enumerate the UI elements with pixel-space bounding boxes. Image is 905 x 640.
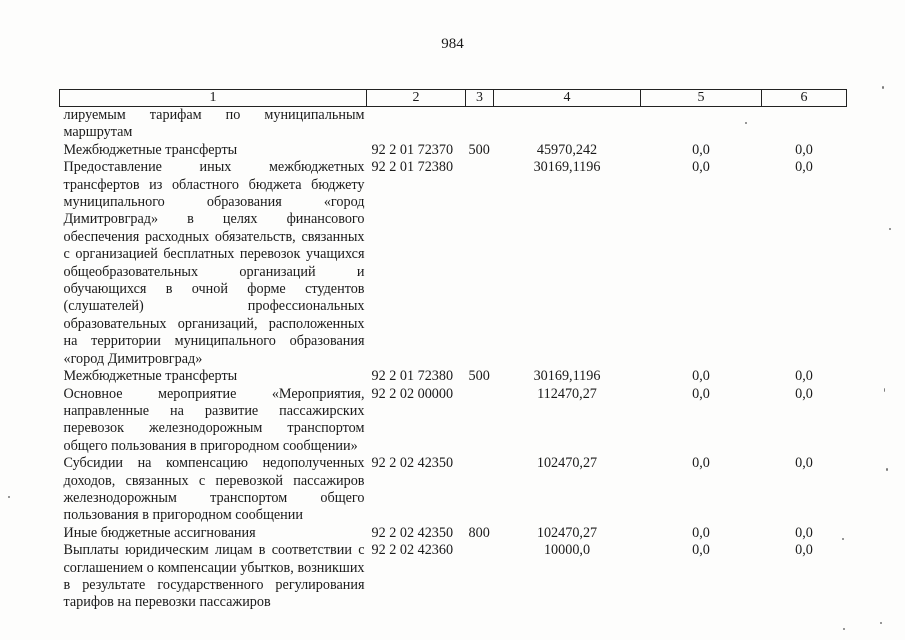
row-expense-type	[466, 107, 494, 142]
row-col6: 0,0	[795, 524, 813, 541]
row-description: Межбюджетные трансферты	[63, 141, 238, 158]
row-col6: 0,0	[795, 141, 813, 158]
row-col6: 0,0	[795, 368, 813, 385]
row-col5: 0,0	[692, 368, 710, 385]
row-description: Иные бюджетные ассигнования	[63, 524, 256, 541]
row-col5: 0,0	[692, 159, 710, 176]
row-description: лируемым тарифам по муниципальным маршрутам	[63, 107, 365, 141]
row-expense-type	[466, 159, 494, 368]
row-amount: 30169,1196	[533, 159, 601, 176]
row-col6: 0,0	[795, 542, 813, 559]
row-description: Межбюджетные трансферты	[63, 368, 238, 385]
row-description: Выплаты юридическим лицам в соответствии с соглашением о компенсации убытков, возникших в результате государственного регулирования тарифов на перевозки пассажиров	[63, 542, 365, 611]
budget-table	[59, 89, 847, 612]
header-cell-2: 2	[367, 90, 466, 107]
header-cell-5: 5	[641, 90, 762, 107]
table-row	[60, 525, 847, 542]
table-row	[60, 142, 847, 159]
row-amount: 102470,27	[536, 524, 598, 541]
row-code: 92 2 02 42360	[371, 542, 454, 559]
scan-speck	[886, 468, 888, 471]
row-amount: 112470,27	[537, 385, 597, 402]
row-code: 92 2 02 42350	[371, 524, 454, 541]
scan-speck	[889, 228, 891, 230]
row-code	[367, 107, 466, 142]
row-col5: 0,0	[692, 524, 710, 541]
row-description: Основное мероприятие «Мероприятия, направленные на развитие пассажирских перевозок железнодорожным транспортом общего пользования в пригородном сообщении»	[63, 385, 365, 454]
scan-speck	[884, 388, 885, 392]
row-col5	[641, 107, 762, 142]
row-amount: 10000,0	[543, 542, 591, 559]
header-cell-4: 4	[494, 90, 641, 107]
table-row	[60, 455, 847, 525]
row-expense-type	[466, 386, 494, 456]
row-code: 92 2 02 42350	[371, 455, 454, 472]
row-description: Предоставление иных межбюджетных трансфертов из областного бюджета бюджету муниципального образования «город Димитровград» в целях финансового обеспечения расходных обязательств, связанных с организацией бесплатных перевозок учащихся общеобразовательных организаций и обучающихся в очной форме студентов (слушателей) профессиональных образовательных организаций, расположенных на территории муниципального образования «город Димитровград»	[63, 159, 365, 367]
row-amount: 45970,242	[536, 141, 598, 158]
table-row	[60, 368, 847, 385]
scan-speck	[8, 496, 10, 498]
row-description: Субсидии на компенсацию недополученных доходов, связанных с перевозкой пассажиров железнодорожным транспортом общего пользования в пригородном сообщении	[63, 455, 365, 524]
row-col6: 0,0	[795, 159, 813, 176]
table-header-row	[60, 90, 847, 107]
row-code: 92 2 02 00000	[371, 385, 454, 402]
row-amount	[494, 107, 641, 142]
scan-speck	[880, 622, 882, 624]
scan-speck	[842, 538, 844, 540]
scan-speck	[745, 122, 747, 124]
header-cell-3: 3	[466, 90, 494, 107]
row-col5: 0,0	[692, 455, 710, 472]
row-col5: 0,0	[692, 141, 710, 158]
scan-speck	[843, 628, 845, 630]
header-cell-1: 1	[60, 90, 367, 107]
row-code: 92 2 01 72380	[371, 159, 454, 176]
table-row	[60, 107, 847, 142]
row-expense-type: 500	[468, 368, 490, 385]
row-expense-type	[466, 542, 494, 612]
row-code: 92 2 01 72380	[371, 368, 454, 385]
row-amount: 30169,1196	[533, 368, 601, 385]
header-cell-6: 6	[762, 90, 847, 107]
row-col6: 0,0	[795, 455, 813, 472]
page-number: 984	[441, 36, 464, 52]
row-col5: 0,0	[692, 385, 710, 402]
table-row	[60, 159, 847, 368]
table-row	[60, 386, 847, 456]
row-col6: 0,0	[795, 385, 813, 402]
scan-speck	[882, 86, 884, 89]
row-col6	[762, 107, 847, 142]
row-expense-type	[466, 455, 494, 525]
row-code: 92 2 01 72370	[371, 141, 454, 158]
row-expense-type: 800	[468, 524, 490, 541]
row-col5: 0,0	[692, 542, 710, 559]
row-amount: 102470,27	[536, 455, 598, 472]
row-expense-type: 500	[468, 141, 490, 158]
table-row	[60, 542, 847, 612]
